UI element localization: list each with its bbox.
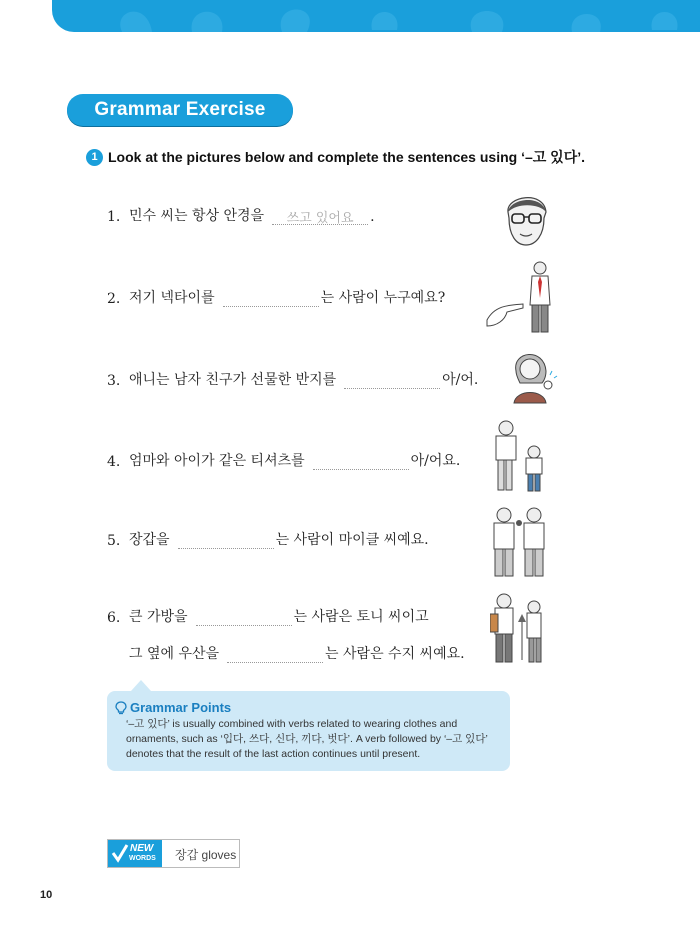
question-text-after: 는 사람이 마이클 씨예요.	[275, 532, 429, 548]
couple-bag-umbrella-picture	[490, 592, 550, 664]
question-number: 5.	[107, 533, 121, 549]
question-1	[107, 205, 375, 225]
grammar-points-heading	[115, 700, 231, 715]
question-2	[107, 287, 445, 307]
question-5	[107, 529, 429, 549]
top-banner	[52, 0, 700, 32]
answer-blank[interactable]	[344, 371, 440, 389]
question-text-after: 는 사람이 누구예요?	[320, 290, 446, 306]
woman-with-ring-picture	[508, 345, 558, 405]
grammar-points-pointer	[131, 680, 151, 691]
question-text-after: 아/어.	[442, 372, 479, 388]
question-4	[107, 450, 460, 470]
answer-blank[interactable]	[196, 608, 292, 626]
question-text-after: 는 사람은 수지 씨예요.	[325, 646, 465, 662]
question-text-after: .	[370, 209, 375, 225]
instruction-text: Look at the pictures below and complete the sentences using ‘–고 있다’.	[108, 149, 585, 165]
mother-and-child-picture	[492, 418, 552, 493]
question-text-after: 아/어요.	[410, 453, 461, 469]
man-with-glasses-picture	[500, 190, 552, 250]
grammar-points-title: Grammar Points	[130, 700, 232, 715]
answer-blank[interactable]: 쓰고 있어요	[272, 207, 368, 225]
grammar-points-text: ‘–고 있다’ is usually combined with verbs related to wearing clothes and ornaments, such as ‘입다, 쓰다, 신다, 끼다, 벗다’. A verb followed by ‘–고 있다’ denotes that the result of the last action continues until present.	[126, 718, 488, 760]
answer-blank[interactable]	[223, 289, 319, 307]
page-number: 10	[40, 889, 53, 901]
question-number: 4.	[107, 454, 121, 470]
lightbulb-icon	[115, 701, 127, 715]
instruction-number: 1	[86, 149, 103, 166]
section-title: Grammar Exercise	[67, 94, 293, 126]
question-text-before: 애니는 남자 친구가 선물한 반지를	[129, 372, 337, 388]
question-text-before: 저기 넥타이를	[129, 290, 215, 306]
question-6-line-2	[129, 643, 465, 663]
question-3	[107, 369, 478, 389]
question-text-before: 큰 가방을	[129, 609, 188, 625]
question-text-before: 그 옆에 우산을	[129, 646, 220, 662]
answer-blank[interactable]	[313, 452, 409, 470]
answer-blank[interactable]	[227, 645, 323, 663]
man-in-tie-picture	[485, 260, 555, 335]
question-text-after: 는 사람은 토니 씨이고	[293, 609, 429, 625]
new-words-tag	[108, 840, 162, 867]
new-words-entry: 장갑 gloves	[175, 848, 237, 862]
question-number: 1.	[107, 209, 121, 225]
two-men-gloves-picture	[490, 505, 550, 577]
question-text-before: 엄마와 아이가 같은 티셔츠를	[129, 453, 305, 469]
answer-blank[interactable]	[178, 531, 274, 549]
question-text-before: 민수 씨는 항상 안경을	[129, 208, 265, 224]
question-number: 3.	[107, 373, 121, 389]
question-number: 2.	[107, 291, 121, 307]
new-words-label-bottom: WORDS	[129, 855, 156, 862]
new-words-box	[107, 839, 240, 868]
new-words-label-top: NEW	[130, 843, 154, 854]
checkmark-icon	[111, 843, 129, 863]
instruction	[86, 147, 585, 167]
question-number: 6.	[107, 610, 121, 626]
question-text-before: 장갑을	[129, 532, 170, 548]
question-6	[107, 606, 429, 626]
